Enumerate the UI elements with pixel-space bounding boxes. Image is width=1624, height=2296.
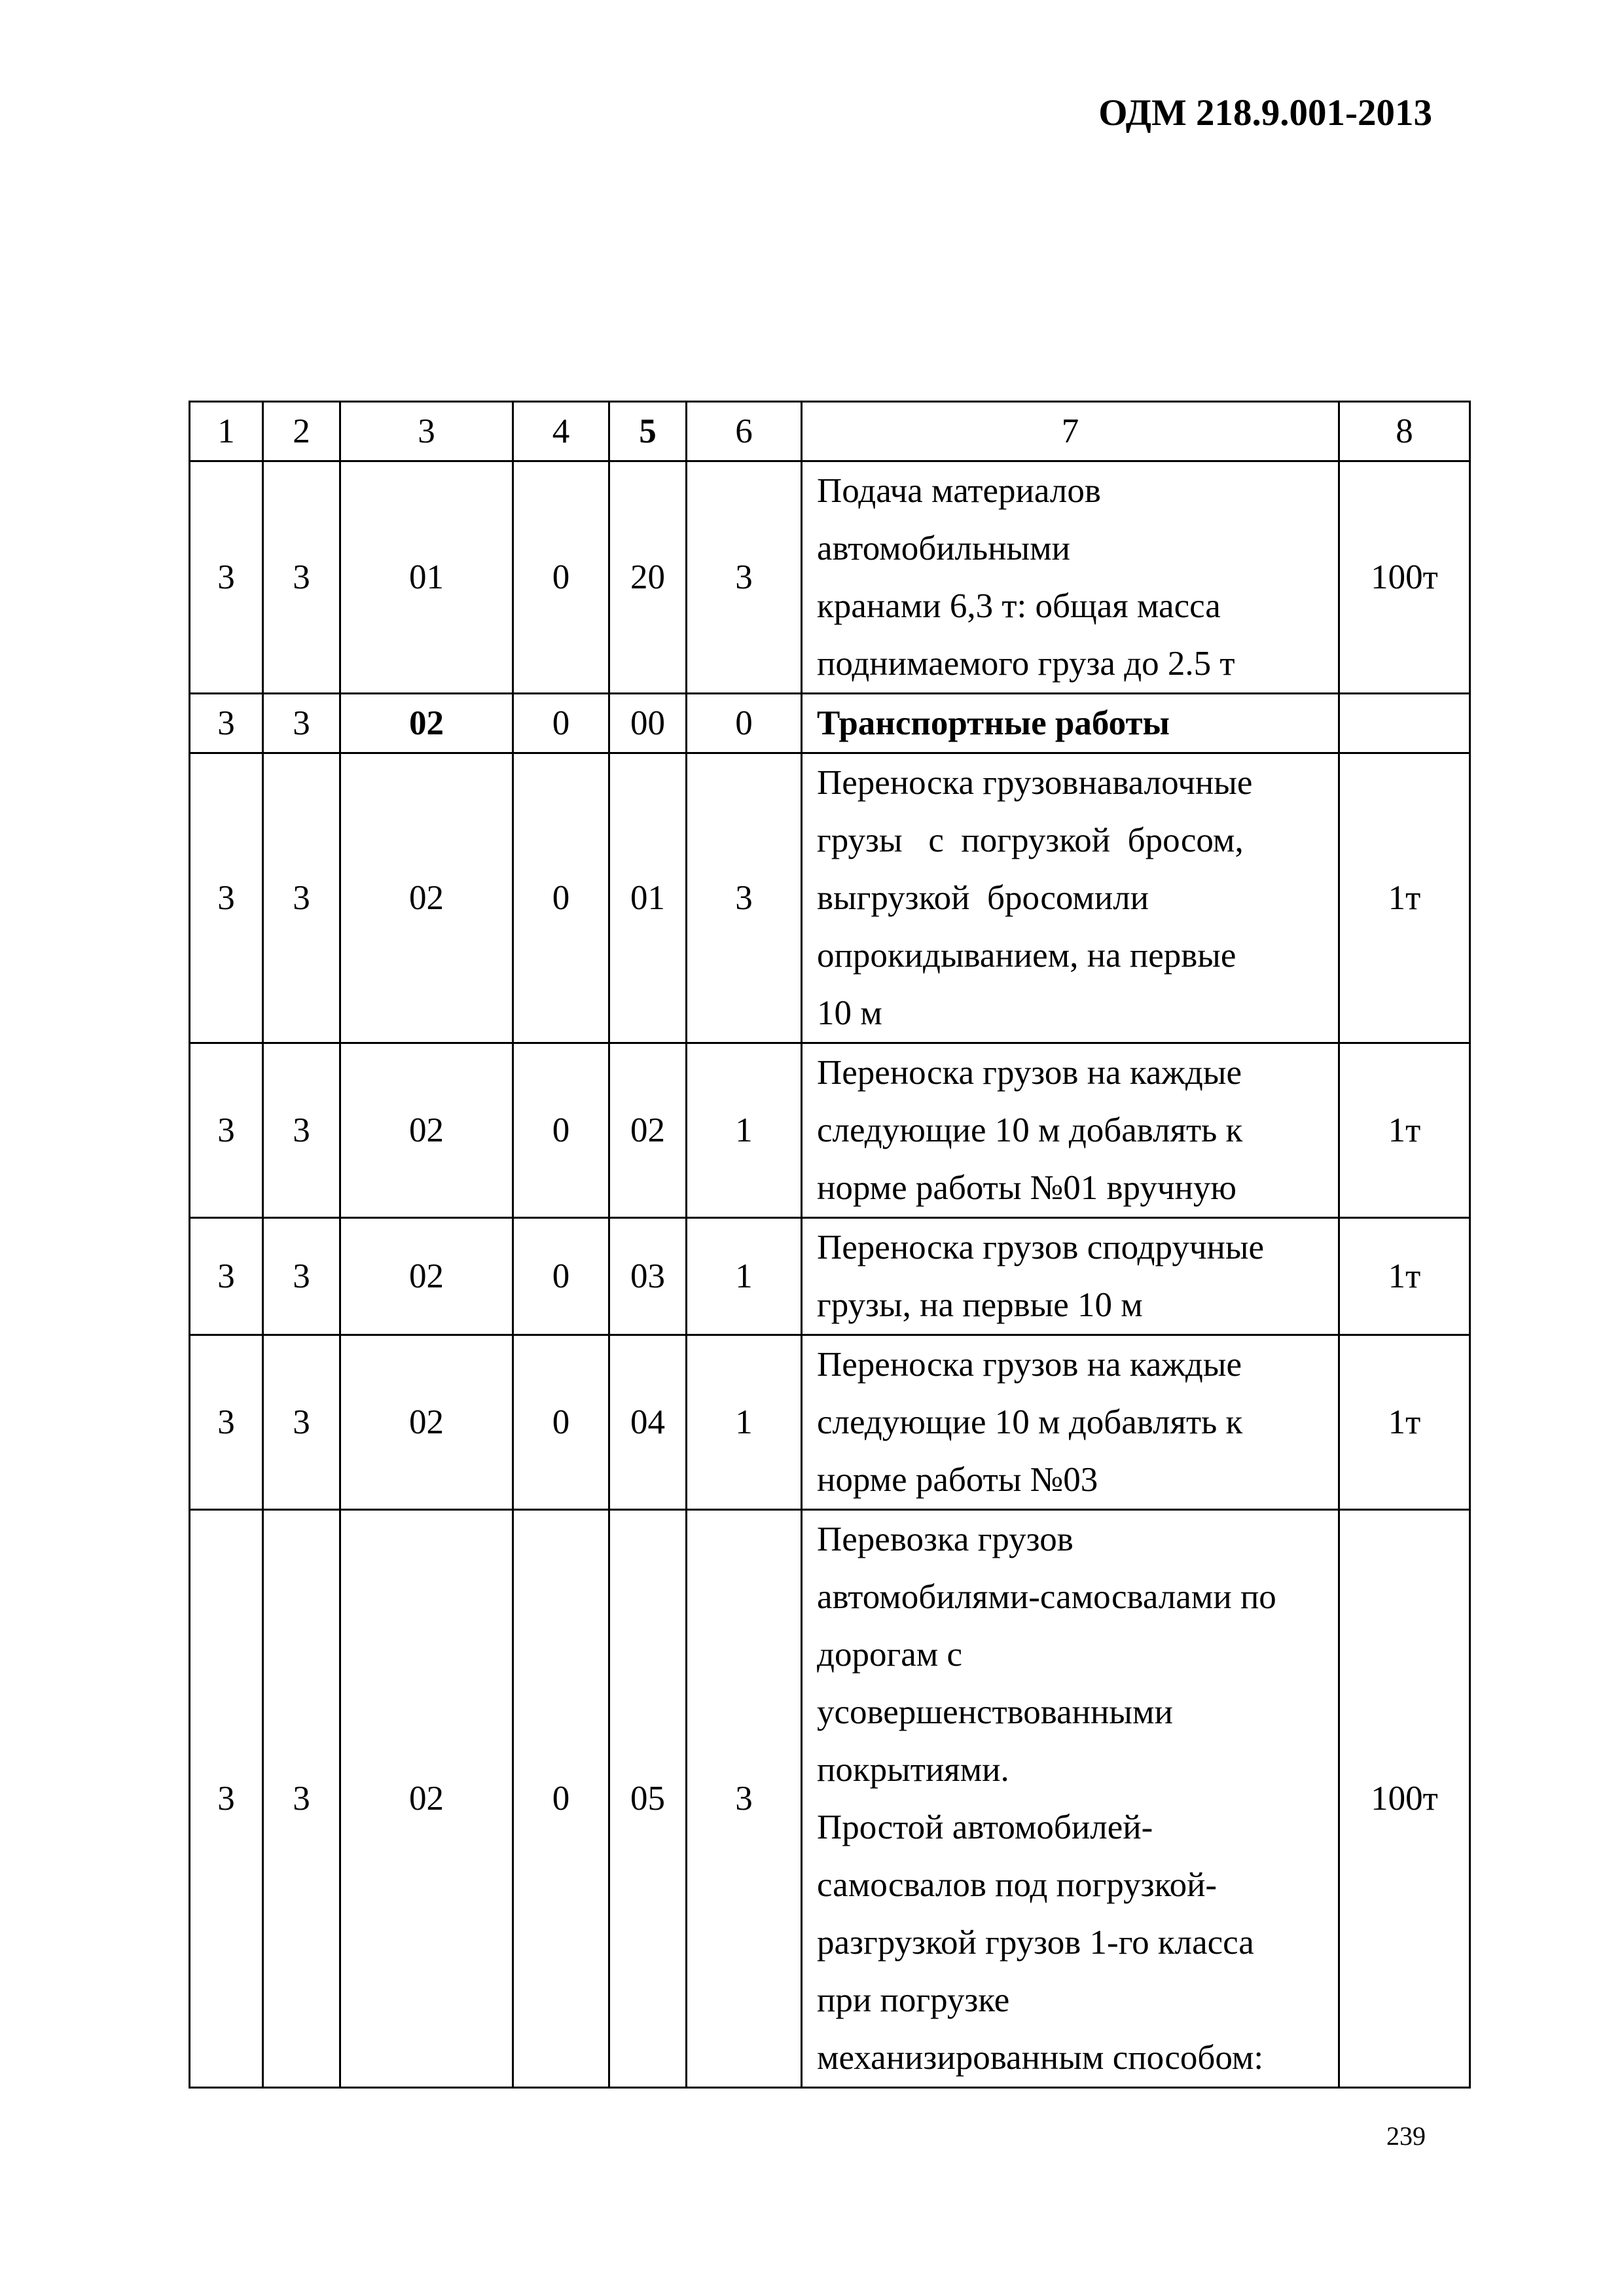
cell-c3: 02 xyxy=(340,1335,513,1510)
cell-c2: 3 xyxy=(263,694,340,753)
cell-c5: 04 xyxy=(609,1335,687,1510)
column-number-1: 1 xyxy=(190,402,263,461)
cell-c2: 3 xyxy=(263,1335,340,1510)
cell-c6: 1 xyxy=(687,1335,802,1510)
cell-description xyxy=(802,694,1339,753)
description-line: Переноска грузов сподручные xyxy=(817,1229,1264,1266)
cell-c1: 3 xyxy=(190,1510,263,2088)
description-line: грузы с погрузкой бросом, xyxy=(817,821,1244,859)
column-number-5: 5 xyxy=(609,402,687,461)
cell-unit: 1т xyxy=(1339,1218,1470,1335)
document-code: ОДМ 218.9.001-2013 xyxy=(1098,92,1432,134)
cell-c4: 0 xyxy=(513,461,609,694)
cell-c2: 3 xyxy=(263,1510,340,2088)
cell-c1: 3 xyxy=(190,1043,263,1218)
description-line: усовершенствованными xyxy=(817,1693,1173,1731)
description-line: автомобильными xyxy=(817,529,1071,567)
cell-description xyxy=(802,1043,1339,1218)
description-line: разгрузкой грузов 1-го класса xyxy=(817,1924,1254,1962)
description-line: Переноска грузов на каждые xyxy=(817,1054,1242,1092)
cell-c6: 1 xyxy=(687,1043,802,1218)
cell-c3: 01 xyxy=(340,461,513,694)
cell-c3: 02 xyxy=(340,753,513,1043)
section-title: Транспортные работы xyxy=(817,704,1170,742)
cell-c4: 0 xyxy=(513,753,609,1043)
table-header-row xyxy=(190,402,1470,461)
cell-unit: 1т xyxy=(1339,1043,1470,1218)
description-line: норме работы №03 xyxy=(817,1461,1098,1499)
description-line: самосвалов под погрузкой- xyxy=(817,1866,1218,1904)
cell-c4: 0 xyxy=(513,1218,609,1335)
cell-c2: 3 xyxy=(263,1043,340,1218)
table-row-section xyxy=(190,694,1470,753)
column-number-4: 4 xyxy=(513,402,609,461)
table-row xyxy=(190,1218,1470,1335)
cell-c1: 3 xyxy=(190,461,263,694)
cell-description xyxy=(802,1218,1339,1335)
description-line: следующие 10 м добавлять к xyxy=(817,1111,1243,1149)
table-row xyxy=(190,1043,1470,1218)
description-line: при погрузке xyxy=(817,1981,1010,2019)
cell-c6: 3 xyxy=(687,461,802,694)
cell-c6: 1 xyxy=(687,1218,802,1335)
cell-description xyxy=(802,461,1339,694)
cell-c5: 05 xyxy=(609,1510,687,2088)
cell-c1: 3 xyxy=(190,694,263,753)
cell-description xyxy=(802,753,1339,1043)
description-line: следующие 10 м добавлять к xyxy=(817,1403,1243,1441)
cell-c2: 3 xyxy=(263,1218,340,1335)
description-line: кранами 6,3 т: общая масса xyxy=(817,587,1221,625)
cell-c1: 3 xyxy=(190,1335,263,1510)
column-number-7: 7 xyxy=(802,402,1339,461)
cell-unit: 1т xyxy=(1339,1335,1470,1510)
cell-c5: 03 xyxy=(609,1218,687,1335)
cell-unit xyxy=(1339,694,1470,753)
cell-c5: 02 xyxy=(609,1043,687,1218)
cell-c6: 3 xyxy=(687,1510,802,2088)
cell-c6: 0 xyxy=(687,694,802,753)
cell-unit: 100т xyxy=(1339,461,1470,694)
column-number-6: 6 xyxy=(687,402,802,461)
cell-c3: 02 xyxy=(340,1510,513,2088)
table-row xyxy=(190,753,1470,1043)
description-line: Переноска грузовнавалочные xyxy=(817,764,1253,802)
cell-c5: 00 xyxy=(609,694,687,753)
description-line: дорогам с xyxy=(817,1636,963,1674)
cell-unit: 100т xyxy=(1339,1510,1470,2088)
description-line: поднимаемого груза до 2.5 т xyxy=(817,645,1235,683)
description-line: автомобилями-самосвалами по xyxy=(817,1578,1276,1616)
cell-c4: 0 xyxy=(513,694,609,753)
column-number-2: 2 xyxy=(263,402,340,461)
description-line: Подача материалов xyxy=(817,472,1101,510)
cell-description xyxy=(802,1335,1339,1510)
cell-c4: 0 xyxy=(513,1510,609,2088)
table-row xyxy=(190,461,1470,694)
cell-c4: 0 xyxy=(513,1335,609,1510)
description-line: покрытиями. xyxy=(817,1751,1009,1789)
cell-c4: 0 xyxy=(513,1043,609,1218)
column-number-8: 8 xyxy=(1339,402,1470,461)
description-line: Переноска грузов на каждые xyxy=(817,1346,1242,1384)
cell-c1: 3 xyxy=(190,753,263,1043)
cell-c5: 01 xyxy=(609,753,687,1043)
cell-c3: 02 xyxy=(340,1043,513,1218)
description-line: норме работы №01 вручную xyxy=(817,1169,1236,1207)
cell-description xyxy=(802,1510,1339,2088)
cell-c3: 02 xyxy=(340,694,513,753)
cell-unit: 1т xyxy=(1339,753,1470,1043)
page-number: 239 xyxy=(1386,2121,1426,2151)
cell-c1: 3 xyxy=(190,1218,263,1335)
description-line: механизированным способом: xyxy=(817,2039,1264,2077)
description-line: опрокидыванием, на первые xyxy=(817,937,1236,975)
cell-c6: 3 xyxy=(687,753,802,1043)
description-line: Перевозка грузов xyxy=(817,1520,1074,1558)
table-row xyxy=(190,1510,1470,2088)
cell-c3: 02 xyxy=(340,1218,513,1335)
description-line: Простой автомобилей- xyxy=(817,1808,1153,1846)
description-line: грузы, на первые 10 м xyxy=(817,1286,1143,1324)
table-row xyxy=(190,1335,1470,1510)
description-line: 10 м xyxy=(817,994,882,1032)
description-line: выгрузкой бросомили xyxy=(817,879,1149,917)
norms-table xyxy=(189,401,1471,2089)
cell-c2: 3 xyxy=(263,753,340,1043)
column-number-3: 3 xyxy=(340,402,513,461)
cell-c2: 3 xyxy=(263,461,340,694)
cell-c5: 20 xyxy=(609,461,687,694)
